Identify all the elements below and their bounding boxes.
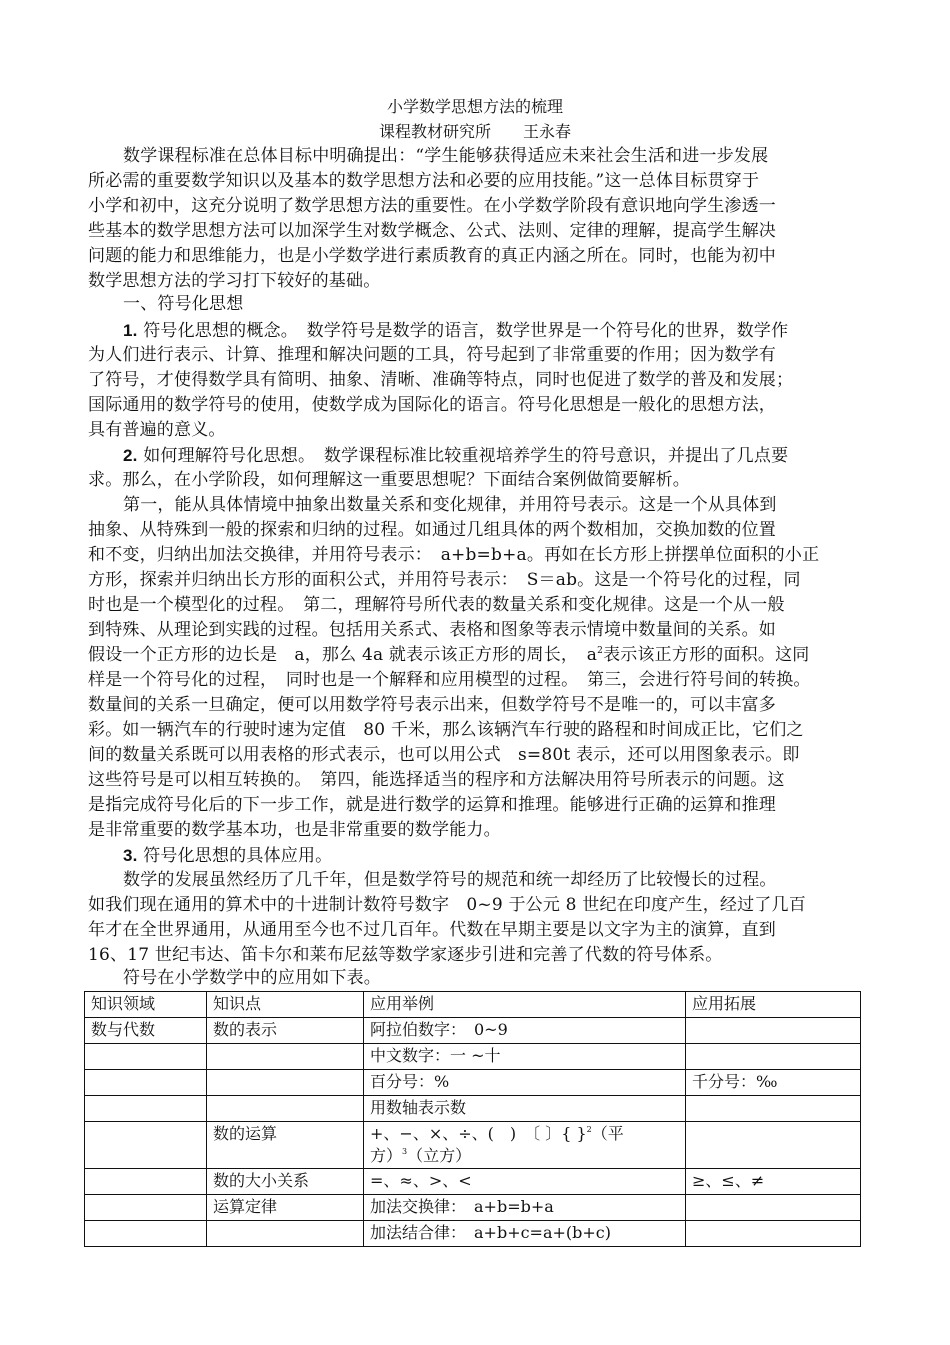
operations-cell <box>364 1122 686 1169</box>
symbol-table <box>84 991 861 1247</box>
table-cell: 加法交换律： a+b=b+a <box>364 1195 686 1221</box>
para2-text: 如何理解符号化思想。 数学课程标准比较重视培养学生的符号意识，并提出了几点要 <box>143 446 789 466</box>
table-cell: 数与代数 <box>85 1018 207 1044</box>
intro-line: 所必需的重要数学知识以及基本的数学思想方法和必要的应用技能。”这一总体目标贯穿于 <box>88 171 760 191</box>
table-cell <box>207 1221 364 1247</box>
section-heading: 一、符号化思想 <box>123 294 244 314</box>
doc-author: 课程教材研究所 王永春 <box>378 122 571 141</box>
para1-line: 了符号，才使得数学具有简明、抽象、清晰、准确等特点，同时也促进了数学的普及和发展； <box>88 370 794 390</box>
para3-line: 数量间的关系一旦确定，便可以用数学符号表示出来，但数学符号不是唯一的，可以丰富多 <box>88 695 776 715</box>
para3-line: 到特殊、从理论到实践的过程。包括用关系式、表格和图象等表示情境中数量间的关系。如 <box>88 620 776 640</box>
para4-line <box>123 843 332 869</box>
table-header-cell: 知识领域 <box>85 992 207 1018</box>
superscript: 2 <box>597 646 604 656</box>
superscript: 2 <box>586 1125 592 1134</box>
operations-line <box>370 1123 679 1145</box>
table-cell: =、≈、>、< <box>364 1169 686 1195</box>
table-cell <box>85 1122 207 1169</box>
table-cell: ≥、≤、≠ <box>686 1169 861 1195</box>
para5-line: 数学的发展虽然经历了几千年，但是数学符号的规范和统一却经历了比较慢长的过程。 <box>123 870 777 890</box>
table-row <box>85 1195 861 1221</box>
intro-line: 小学和初中，这充分说明了数学思想方法的重要性。在小学数学阶段有意识地向学生渗透一 <box>88 196 776 216</box>
superscript: 3 <box>402 1147 408 1156</box>
table-header-cell: 应用拓展 <box>686 992 861 1018</box>
table-row <box>85 1096 861 1122</box>
table-cell <box>686 1018 861 1044</box>
table-row <box>85 1018 861 1044</box>
para3-text: 假设一个正方形的边长是 a，那么 4a 就表示该正方形的周长， a <box>88 645 598 665</box>
para1-line: 国际通用的数学符号的使用，使数学成为国际化的语言。符号化思想是一般化的思想方法， <box>88 395 776 415</box>
table-cell <box>85 1096 207 1122</box>
intro-line: 数学课程标准在总体目标中明确提出：“学生能够获得适应未来社会生活和进一步发展 <box>123 146 769 166</box>
para1-line: 为人们进行表示、计算、推理和解决问题的工具，符号起到了非常重要的作用；因为数学有 <box>88 345 776 365</box>
operations-text: （平 <box>591 1124 624 1143</box>
table-cell <box>207 1070 364 1096</box>
intro-line: 数学思想方法的学习打下较好的基础。 <box>88 271 381 291</box>
doc-title: 小学数学思想方法的梳理 <box>386 97 563 116</box>
para3-line: 是非常重要的数学基本功，也是非常重要的数学能力。 <box>88 820 501 840</box>
para3-line: 第一，能从具体情境中抽象出数量关系和变化规律，并用符号表示。这是一个从具体到 <box>123 495 777 515</box>
operations-line <box>370 1145 679 1167</box>
para3-text: 表示该正方形的面积。这同 <box>603 645 810 665</box>
table-cell: 百分号：% <box>364 1070 686 1096</box>
table-cell <box>686 1195 861 1221</box>
table-cell <box>85 1070 207 1096</box>
intro-line: 些基本的数学思想方法可以加深学生对数学概念、公式、法则、定律的理解，提高学生解决 <box>88 221 776 241</box>
table-cell <box>85 1221 207 1247</box>
table-cell <box>85 1044 207 1070</box>
para1-line: 具有普遍的意义。 <box>88 420 226 440</box>
table-row <box>85 1122 861 1169</box>
para3-line: 是指完成符号化后的下一步工作，就是进行数学的运算和推理。能够进行正确的运算和推理 <box>88 795 776 815</box>
table-header-row <box>85 992 861 1018</box>
para3-line: 方形，探索并归纳出长方形的面积公式，并用符号表示： S＝ab。这是一个符号化的过程，同 <box>88 570 801 590</box>
table-row <box>85 1169 861 1195</box>
table-header-cell: 知识点 <box>207 992 364 1018</box>
table-cell: 运算定律 <box>207 1195 364 1221</box>
table-cell <box>85 1169 207 1195</box>
para3-line: 这些符号是可以相互转换的。 第四，能选择适当的程序和方法解决用符号所表示的问题。这 <box>88 770 785 790</box>
table-cell: 数的大小关系 <box>207 1169 364 1195</box>
table-cell <box>686 1044 861 1070</box>
para1-line <box>123 318 788 344</box>
para2-line: 求。那么，在小学阶段，如何理解这一重要思想呢？下面结合案例做简要解析。 <box>88 470 690 490</box>
intro-line: 问题的能力和思维能力，也是小学数学进行素质教育的真正内涵之所在。同时，也能为初中 <box>88 246 776 266</box>
table-cell: 千分号：‰ <box>686 1070 861 1096</box>
table-cell <box>207 1096 364 1122</box>
para3-line: 间的数量关系既可以用表格的形式表示，也可以用公式 s=80t 表示，还可以用图象表示。即 <box>88 745 800 765</box>
table-cell: 数的运算 <box>207 1122 364 1169</box>
operations-text: （立方） <box>407 1146 472 1165</box>
table-intro: 符号在小学数学中的应用如下表。 <box>123 968 381 988</box>
para3-line: 和不变，归纳出加法交换律，并用符号表示： a+b=b+a。再如在长方形上拼摆单位面积的小正 <box>88 545 820 565</box>
table-cell <box>85 1195 207 1221</box>
operations-text: 方） <box>370 1146 403 1165</box>
para4-number: 3. <box>123 846 138 865</box>
operations-symbols: +、−、×、÷、( ) 〔 〕{ } <box>370 1124 587 1143</box>
para3-line: 抽象、从特殊到一般的探索和归纳的过程。如通过几组具体的两个数相加，交换加数的位置 <box>88 520 776 540</box>
para5-line: 16、17 世纪韦达、笛卡尔和莱布尼兹等数学家逐步引进和完善了代数的符号体系。 <box>88 945 723 965</box>
table-cell: 阿拉伯数字： 0~9 <box>364 1018 686 1044</box>
table-cell <box>686 1096 861 1122</box>
table-cell <box>686 1122 861 1169</box>
para5-line: 年才在全世界通用，从通用至今也不过几百年。代数在早期主要是以文字为主的演算，直到 <box>88 920 776 940</box>
table-cell: 用数轴表示数 <box>364 1096 686 1122</box>
table-cell: 加法结合律： a+b+c=a+(b+c) <box>364 1221 686 1247</box>
table-header-cell: 应用举例 <box>364 992 686 1018</box>
para5-line: 如我们现在通用的算术中的十进制计数符号数字 0~9 于公元 8 世纪在印度产生，经过了几百 <box>88 895 806 915</box>
table-row <box>85 1044 861 1070</box>
table-cell <box>207 1044 364 1070</box>
table-cell <box>686 1221 861 1247</box>
para2-number: 2. <box>123 446 138 465</box>
para3-line: 时也是一个模型化的过程。 第二，理解符号所代表的数量关系和变化规律。这是一个从一般 <box>88 595 785 615</box>
table-cell: 中文数字：一 ~十 <box>364 1044 686 1070</box>
table-cell: 数的表示 <box>207 1018 364 1044</box>
para3-line: 彩。如一辆汽车的行驶时速为定值 80 千米，那么该辆汽车行驶的路程和时间成正比，它们之 <box>88 720 804 740</box>
table-row <box>85 1070 861 1096</box>
para1-number: 1. <box>123 321 138 340</box>
para1-text: 符号化思想的概念。 数学符号是数学的语言，数学世界是一个符号化的世界，数学作 <box>143 321 789 341</box>
para4-text: 符号化思想的具体应用。 <box>143 846 333 866</box>
para3-line: 样是一个符号化的过程， 同时也是一个解释和应用模型的过程。 第三，会进行符号间的转换。 <box>88 670 811 690</box>
para3-line <box>88 643 809 668</box>
para2-line <box>123 443 788 469</box>
table-row <box>85 1221 861 1247</box>
